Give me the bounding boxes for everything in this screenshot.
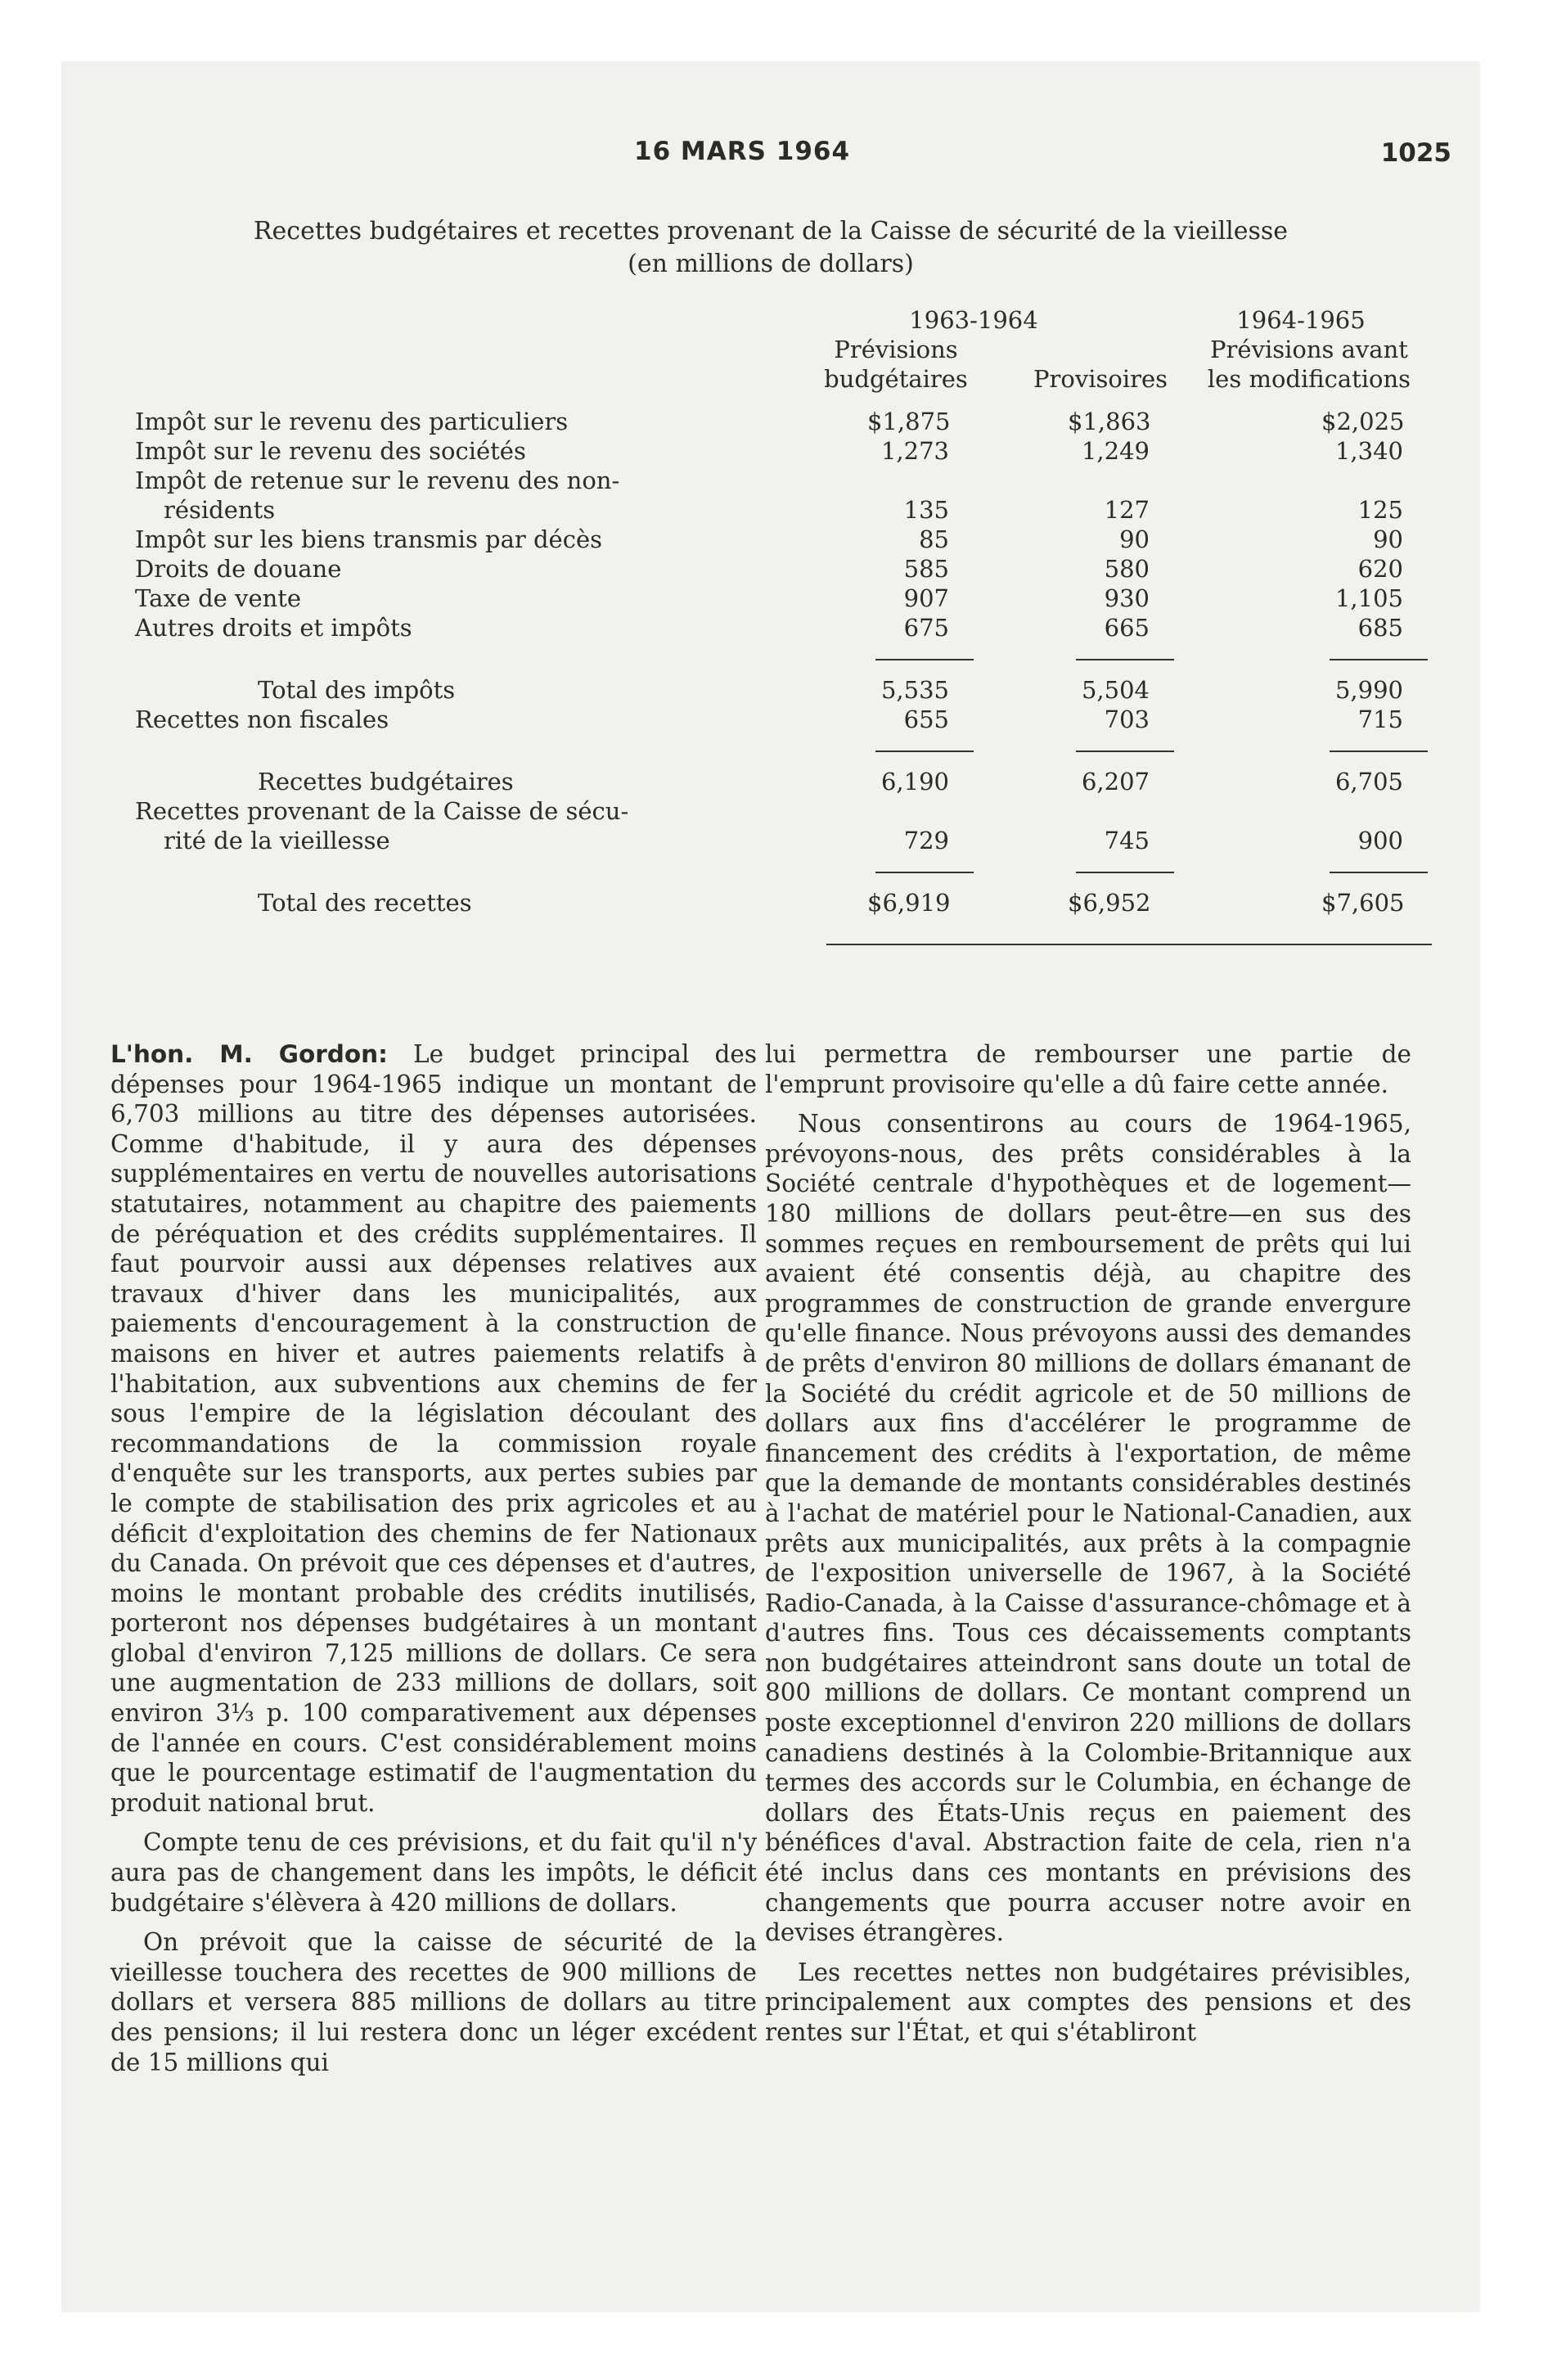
value-col2: 90 [1119,525,1150,553]
value-col2: $1,863 [1068,408,1151,435]
value-col1: 6,190 [880,768,949,796]
value-col3: 5,990 [1334,676,1403,704]
value-col1: 729 [903,827,949,854]
row-label: Impôt sur les biens transmis par décès [135,525,602,553]
sum-rule [875,751,974,752]
paragraph: Compte tenu de ces prévisions, et du fait qu'il n'y aura pas de changement dans les impôts, le déficit budgétaire s'élèvera à 420 millions de dollars. [110,1828,757,1917]
value-col2: 127 [1104,496,1150,524]
sum-rule [875,659,974,660]
value-col1: $1,875 [867,408,951,435]
header-col2: Provisoires [1033,365,1168,393]
value-col3: 685 [1357,614,1403,642]
value-col3: $2,025 [1321,408,1405,435]
row-label: Autres droits et impôts [135,614,412,642]
header-col3-line1: Prévisions avant [1210,336,1408,363]
paragraph: On prévoit que la caisse de sécurité de la vieillesse touchera des recettes de 900 millions de dollars et versera 885 millions de dollars au titre des pensions; il lui restera donc un léger excédent de 15 millions qui [110,1928,757,2076]
header-year-1963: 1963-1964 [909,306,1038,334]
value-col1: 907 [903,584,949,612]
sum-rule [1330,872,1428,873]
sum-rule [1076,659,1174,660]
header-col1-line2: budgétaires [824,365,968,393]
row-label: Impôt sur le revenu des sociétés [135,437,526,465]
sum-rule [1076,872,1174,873]
paragraph [110,1039,757,1818]
row-label-continued: résidents [164,496,276,524]
value-col1: 5,535 [880,676,949,704]
value-col2: 1,249 [1081,437,1150,465]
value-col3: 6,705 [1334,768,1403,796]
value-col2: $6,952 [1068,889,1151,917]
value-col3: 900 [1357,827,1403,854]
row-label-continued: rité de la vieillesse [164,827,390,854]
left-column [110,1039,757,2087]
table-title-line2: (en millions de dollars) [628,250,914,278]
value-col1: 585 [903,555,949,583]
row-label: Impôt sur le revenu des particuliers [135,408,569,435]
value-col1: 675 [903,614,949,642]
row-label: Taxe de vente [135,584,302,612]
right-column [765,1039,1411,2058]
value-col3: 1,340 [1334,437,1403,465]
value-col3: 620 [1357,555,1403,583]
table-title-line1: Recettes budgétaires et recettes provenant de la Caisse de sécurité de la vieillesse [253,217,1289,246]
row-label: Recettes budgétaires [258,768,514,796]
document-page [61,61,1480,2312]
value-col2: 665 [1104,614,1150,642]
header-date: 16 MARS 1964 [634,137,851,166]
header-year-1964: 1964-1965 [1236,306,1366,334]
row-label: Total des recettes [258,889,472,917]
value-col1: 135 [903,496,949,524]
speaker-name: L'hon. M. Gordon: [110,1040,388,1068]
value-col3: 1,105 [1334,584,1403,612]
value-col2: 703 [1104,705,1150,733]
value-col1: 655 [903,705,949,733]
value-col2: 580 [1104,555,1150,583]
table-bottom-rule [826,944,1432,945]
row-label: Recettes provenant de la Caisse de sécu- [135,797,629,825]
value-col2: 930 [1104,584,1150,612]
value-col3: $7,605 [1321,889,1405,917]
row-label: Total des impôts [258,676,456,704]
value-col3: 715 [1357,705,1403,733]
value-col2: 5,504 [1081,676,1150,704]
header-col3-line2: les modifications [1207,365,1411,393]
paragraph: Nous consentirons au cours de 1964-1965, prévoyons-nous, des prêts considérables à la Société centrale d'hypothèques et de logement—180 millions de dollars peut-être—en sus des sommes reçues en remboursement de prêts qui lui avaient été consentis déjà, au chapitre des programmes de construction de grande envergure qu'elle finance. Nous prévoyons aussi des demandes de prêts d'environ 80 millions de dollars émanant de la Société du crédit agricole et de 50 millions de dollars aux fins d'accélérer le programme de financement des crédits à l'exportation, de même que la demande de montants considérables destinés à l'achat de matériel pour le National-Canadien, aux prêts aux municipalités, aux prêts à la compagnie de l'exposition universelle de 1967, à la Société Radio-Canada, à la Caisse d'assurance-chômage et à d'autres fins. Tous ces décaissements comptants non budgétaires atteindront sans doute un total de 800 millions de dollars. Ce montant comprend un poste exceptionnel d'environ 220 millions de dollars canadiens destinés à la Colombie-Britannique aux termes des accords sur le Columbia, en échange de dollars des États-Unis reçus en paiement des bénéfices d'aval. Abstraction faite de cela, rien n'a été inclus dans ces montants en prévisions des changements que pourra accuser notre avoir en devises étrangères. [765,1110,1411,1947]
row-label: Impôt de retenue sur le revenu des non- [135,467,620,494]
paragraph: Les recettes nettes non budgétaires prévisibles, principalement aux comptes des pensions et des rentes sur l'État, et qui s'établiront [765,1958,1411,2046]
sum-rule [1330,659,1428,660]
value-col1: 1,273 [880,437,949,465]
value-col2: 745 [1104,827,1150,854]
page-header [61,137,1480,186]
value-col3: 125 [1357,496,1403,524]
row-label: Recettes non fiscales [135,705,389,733]
sum-rule [1330,751,1428,752]
page-number: 1025 [1380,138,1451,168]
paragraph-text: Le budget principal des dépenses pour 1964-1965 indique un montant de 6,703 millions au titre des dépenses autorisées. Comme d'habitude, il y aura des dépenses supplémentaires en vertu de nouvelles autorisations statutaires, notamment au chapitre des paiements de péréquation et des crédits supplémentaires. Il faut pourvoir aussi aux dépenses relatives aux travaux d'hiver dans les municipalités, aux paiements d'encouragement à la construction de maisons en hiver et autres paiements relatifs à l'habitation, aux subventions aux chemins de fer sous l'empire de la législation découlant des recommandations de la commission royale d'enquête sur les transports, aux pertes subies par le compte de stabilisation des prix agricoles et au déficit d'exploitation des chemins de fer Nationaux du Canada. On prévoit que ces dépenses et d'autres, moins le montant probable des crédits inutilisés, porteront nos dépenses budgétaires à un montant global d'environ 7,125 millions de dollars. Ce sera une augmentation de 233 millions de dollars, soit environ 3⅓ p. 100 comparativement aux dépenses de l'année en cours. C'est considérablement moins que le pourcentage estimatif de l'augmentation du produit national brut. [110,1040,757,1817]
header-col1-line1: Prévisions [834,336,958,363]
value-col1: 85 [919,525,949,553]
sum-rule [1076,751,1174,752]
sum-rule [875,872,974,873]
value-col2: 6,207 [1081,768,1150,796]
row-label: Droits de douane [135,555,342,583]
paragraph: lui permettra de rembourser une partie de l'emprunt provisoire qu'elle a dû faire cette année. [765,1040,1411,1098]
value-col3: 90 [1373,525,1403,553]
value-col1: $6,919 [867,889,951,917]
table-title [61,215,1480,281]
